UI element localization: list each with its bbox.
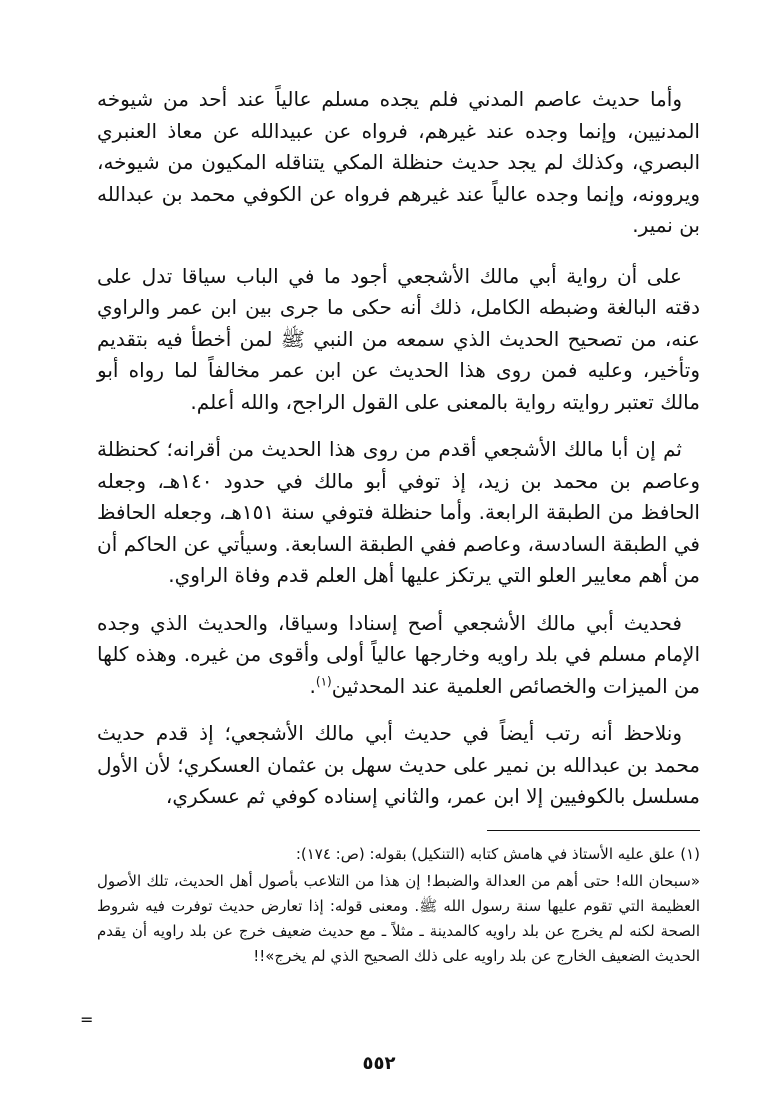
- paragraph-4: [97, 608, 700, 703]
- paragraph-3: ثم إن أبا مالك الأشجعي أقدم من روى هذا الحديث من أقرانه؛ كحنظلة وعاصم بن محمد بن زيد، إذ توفي أبو مالك في حدود ١٤٠هـ، وجعله الحافظ من الطبقة الرابعة. وأما حنظلة فتوفي سنة ١٥١هـ، وجعله الحافظ في الطبقة السادسة، وعاصم ففي الطبقة السابعة. وسيأتي عن الحاكم أن من أهم معايير العلو التي يرتكز عليها أهل العلم قدم وفاة الراوي.: [97, 437, 701, 587]
- footnote-heading: (١) علق عليه الأستاذ في هامش كتابه (التنكيل) بقوله: (ص: ١٧٤):: [295, 845, 700, 863]
- footnote-separator: [487, 830, 700, 831]
- continuation-mark: =: [80, 1010, 94, 1029]
- main-text: [97, 84, 700, 829]
- footnote-marker: (١): [315, 673, 332, 688]
- paragraph-5: ونلاحظ أنه رتب أيضاً في حديث أبي مالك الأشجعي؛ إذ قدم حديث محمد بن عبدالله بن نمير على حديث سهل بن عثمان العسكري؛ لأن الأول مسلسل بالكوفيين إلا ابن عمر، والثاني إسناده كوفي ثم عسكري،: [97, 721, 700, 808]
- page-number: ٥٥٢: [362, 1053, 396, 1074]
- footnote-area: [97, 842, 700, 969]
- paragraph-4-text: فحديث أبي مالك الأشجعي أصح إسنادا وسياقا، والحديث الذي وجده الإمام مسلم في بلد راويه وخارجها عالياً أولى وأقوى من غيره. وهذه كلها من الميزات والخصائص العلمية عند المحدثين: [97, 610, 700, 698]
- paragraph-2: على أن رواية أبي مالك الأشجعي أجود ما في الباب سياقا تدل على دقته البالغة وضبطه الكامل، ذلك أنه حكى ما جرى بين ابن عمر والراوي عنه، من تصحيح الحديث الذي سمعه من النبي ﷺ لمن أخطأ فيه بتقديم وتأخير، وعليه فمن روى هذا الحديث عن ابن عمر مخالفاً لما رواه أبو مالك تعتبر روايته رواية بالمعنى على القول الراجح، والله أعلم.: [97, 263, 700, 414]
- paragraph-1: وأما حديث عاصم المدني فلم يجده مسلم عالياً عند أحد من شيوخه المدنيين، وإنما وجده عند غيرهم، فرواه عن عبيدالله عن معاذ العنبري البصري، وكذلك لم يجد حديث حنظلة المكي يتناقله المكيون من شيوخه، ويروونه، وإنما وجده عالياً عند غيرهم فرواه عن الكوفي محمد بن عبدالله بن نمير.: [97, 87, 700, 237]
- paragraph-4-end: .: [309, 673, 316, 698]
- footnote-body: «سبحان الله! حتى أهم من العدالة والضبط! إن هذا من التلاعب بأصول أهل الحديث، تلك الأصول العظيمة التي تقوم عليها سنة رسول الله ﷺ. ومعنى قوله: إذا تعارض حديث توفرت فيه شروط الصحة لكنه لم يخرج عن بلد راويه كالمدينة ـ مثلاً ـ مع حديث ضعيف خرج عن بلد راويه أن يقدم الحديث الضعيف الخارج عن بلد راويه على ذلك الصحيح الذي لم يخرج»!!: [97, 872, 700, 965]
